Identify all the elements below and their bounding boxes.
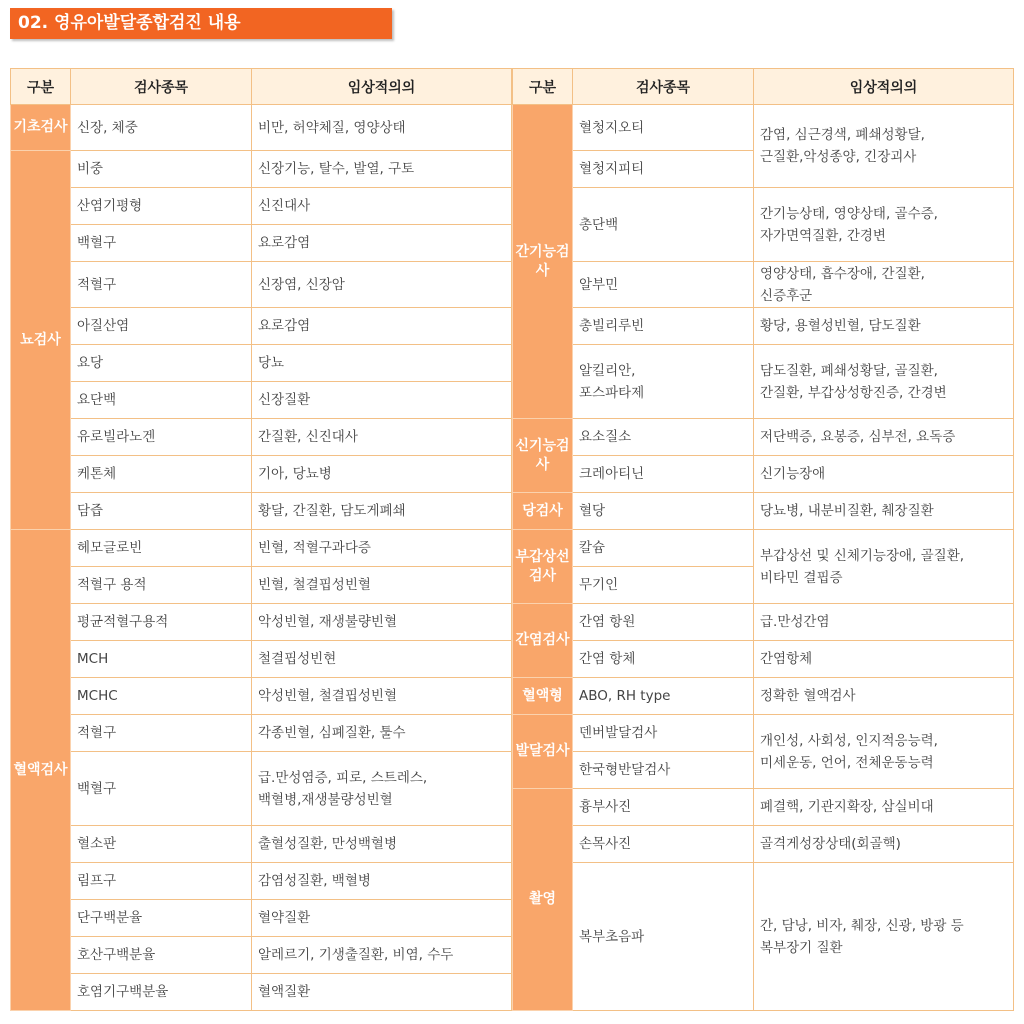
item-cell: 유로빌라노겐: [71, 419, 252, 456]
header-item: 검사종목: [573, 69, 754, 105]
significance-line: 감염, 심근경색, 폐쇄성황달,: [760, 127, 925, 143]
item-cell: 크레아티닌: [573, 456, 754, 493]
item-cell: 혈소판: [71, 826, 252, 863]
significance-cell: 각종빈혈, 심폐질환, 툴수: [252, 715, 512, 752]
item-cell: 손목사진: [573, 826, 754, 863]
significance-cell: [252, 752, 512, 826]
significance-line: 자가면역질환, 간경변: [760, 227, 886, 244]
significance-cell: 혈액질환: [252, 974, 512, 1011]
item-cell: 무기인: [573, 567, 754, 604]
significance-cell: [754, 345, 1014, 419]
significance-line: 근질환,악성종양, 긴장괴사: [760, 149, 917, 165]
significance-cell: 감염성질환, 백혈병: [252, 863, 512, 900]
section-title: 02. 영유아발달종합검진 내용: [10, 8, 392, 39]
item-cell: 한국형반달검사: [573, 752, 754, 789]
item-cell: 혈당: [573, 493, 754, 530]
significance-line: 개인성, 사회성, 인지적응능력,: [760, 732, 938, 749]
significance-cell: 빈혈, 철결핍성빈혈: [252, 567, 512, 604]
significance-cell: 간질환, 신진대사: [252, 419, 512, 456]
significance-cell: 기아, 당뇨병: [252, 456, 512, 493]
item-cell: 총단백: [573, 188, 754, 262]
significance-line: 간기능상태, 영양상태, 골수증,: [760, 205, 938, 222]
item-cell: 요소질소: [573, 419, 754, 456]
item-cell: 비중: [71, 151, 252, 188]
significance-cell: 악성빈혈, 철결핍성빈혈: [252, 678, 512, 715]
significance-cell: 신진대사: [252, 188, 512, 225]
significance-cell: [754, 863, 1014, 1011]
significance-cell: [754, 105, 1014, 188]
significance-cell: 신장기능, 탈수, 발열, 구토: [252, 151, 512, 188]
header-item: 검사종목: [71, 69, 252, 105]
significance-cell: 당뇨병, 내분비질환, 췌장질환: [754, 493, 1014, 530]
header-category: 구분: [11, 69, 71, 105]
significance-line: 백혈병,재생불량성빈혈: [258, 791, 393, 808]
item-cell: 적혈구 용적: [71, 567, 252, 604]
significance-cell: 황달, 간질환, 담도게폐쇄: [252, 493, 512, 530]
category-hepatitis: 간염검사: [513, 604, 573, 678]
item-cell: [573, 345, 754, 419]
category-basic: 기초검사: [11, 105, 71, 151]
item-cell: 평균적혈구용적: [71, 604, 252, 641]
significance-cell: [754, 530, 1014, 604]
category-blood: 혈액검사: [11, 530, 71, 1011]
item-cell: 백혈구: [71, 752, 252, 826]
significance-cell: 혈약질환: [252, 900, 512, 937]
item-cell: 간염 항체: [573, 641, 754, 678]
item-cell: 알부민: [573, 262, 754, 308]
item-cell: 요당: [71, 345, 252, 382]
item-cell: 적혈구: [71, 262, 252, 308]
item-cell: 아질산염: [71, 308, 252, 345]
item-cell: MCH: [71, 641, 252, 678]
significance-cell: 요로감염: [252, 308, 512, 345]
exam-table-right: [512, 68, 1014, 1011]
category-imaging: 촬영: [513, 789, 573, 1011]
item-cell: 복부초음파: [573, 863, 754, 1011]
significance-cell: 비만, 허약체질, 영양상태: [252, 105, 512, 151]
significance-cell: 철결핍성빈현: [252, 641, 512, 678]
category-blood-type: 혈액형: [513, 678, 573, 715]
item-cell: 칼슘: [573, 530, 754, 567]
header-significance: 임상적의의: [252, 69, 512, 105]
item-line: 포스파타제: [579, 384, 645, 401]
category-development: 발달검사: [513, 715, 573, 789]
significance-line: 복부장기 질환: [760, 939, 843, 956]
category-parathyroid: 부갑상선검사: [513, 530, 573, 604]
item-cell: 산염기평형: [71, 188, 252, 225]
exam-table-left: [10, 68, 512, 1011]
significance-line: 부갑상선 및 신체기능장애, 골질환,: [760, 547, 965, 564]
significance-cell: 정확한 혈액검사: [754, 678, 1014, 715]
significance-cell: 당뇨: [252, 345, 512, 382]
significance-cell: 간염항체: [754, 641, 1014, 678]
significance-cell: 골격게성장상태(회골핵): [754, 826, 1014, 863]
item-cell: 림프구: [71, 863, 252, 900]
item-cell: 흉부사진: [573, 789, 754, 826]
item-cell: 헤모글로빈: [71, 530, 252, 567]
significance-cell: 신장질환: [252, 382, 512, 419]
significance-cell: 저단백증, 요봉증, 심부전, 요독증: [754, 419, 1014, 456]
item-cell: 케톤체: [71, 456, 252, 493]
significance-cell: 신기능장애: [754, 456, 1014, 493]
category-urine: 뇨검사: [11, 151, 71, 530]
item-cell: 호산구백분율: [71, 937, 252, 974]
item-cell: 혈청지오티: [573, 105, 754, 151]
item-cell: 백혈구: [71, 225, 252, 262]
category-liver: 간기능검사: [513, 105, 573, 419]
significance-line: 영양상태, 흡수장애, 간질환,: [760, 265, 925, 282]
item-cell: 요단백: [71, 382, 252, 419]
significance-line: 급.만성염증, 피로, 스트레스,: [258, 769, 428, 786]
item-cell: 혈청지피티: [573, 151, 754, 188]
significance-cell: 급.만성간염: [754, 604, 1014, 641]
significance-line: 간질환, 부갑상성항진증, 간경변: [760, 384, 947, 401]
item-cell: 신장, 체중: [71, 105, 252, 151]
significance-line: 간, 담낭, 비자, 췌장, 신광, 방광 등: [760, 917, 964, 934]
significance-cell: 신장염, 신장암: [252, 262, 512, 308]
item-cell: ABO, RH type: [573, 678, 754, 715]
item-cell: 간염 항원: [573, 604, 754, 641]
significance-cell: [754, 262, 1014, 308]
item-cell: 단구백분율: [71, 900, 252, 937]
significance-cell: 악성빈혈, 재생불량빈혈: [252, 604, 512, 641]
significance-cell: 폐결핵, 기관지확장, 삼실비대: [754, 789, 1014, 826]
header-category: 구분: [513, 69, 573, 105]
category-kidney: 신기능검사: [513, 419, 573, 493]
significance-cell: 요로감염: [252, 225, 512, 262]
significance-line: 비타민 결핍증: [760, 569, 843, 586]
significance-line: 미세운동, 언어, 전체운동능력: [760, 754, 934, 771]
header-significance: 임상적의의: [754, 69, 1014, 105]
item-cell: 담즙: [71, 493, 252, 530]
item-cell: 총빌리루빈: [573, 308, 754, 345]
significance-cell: 황당, 용혈성빈혈, 담도질환: [754, 308, 1014, 345]
significance-cell: [754, 188, 1014, 262]
significance-cell: 출혈성질환, 만성백혈병: [252, 826, 512, 863]
significance-line: 담도질환, 폐쇄성황달, 골질환,: [760, 362, 938, 379]
item-cell: 덴버발달검사: [573, 715, 754, 752]
category-sugar: 당검사: [513, 493, 573, 530]
significance-line: 신증후군: [760, 287, 813, 304]
item-cell: 적혈구: [71, 715, 252, 752]
item-cell: MCHC: [71, 678, 252, 715]
item-line: 알킬리안,: [579, 362, 636, 379]
significance-cell: 알레르기, 기생출질환, 비염, 수두: [252, 937, 512, 974]
item-cell: 호염기구백분율: [71, 974, 252, 1011]
significance-cell: 빈혈, 적혈구과다증: [252, 530, 512, 567]
significance-cell: [754, 715, 1014, 789]
